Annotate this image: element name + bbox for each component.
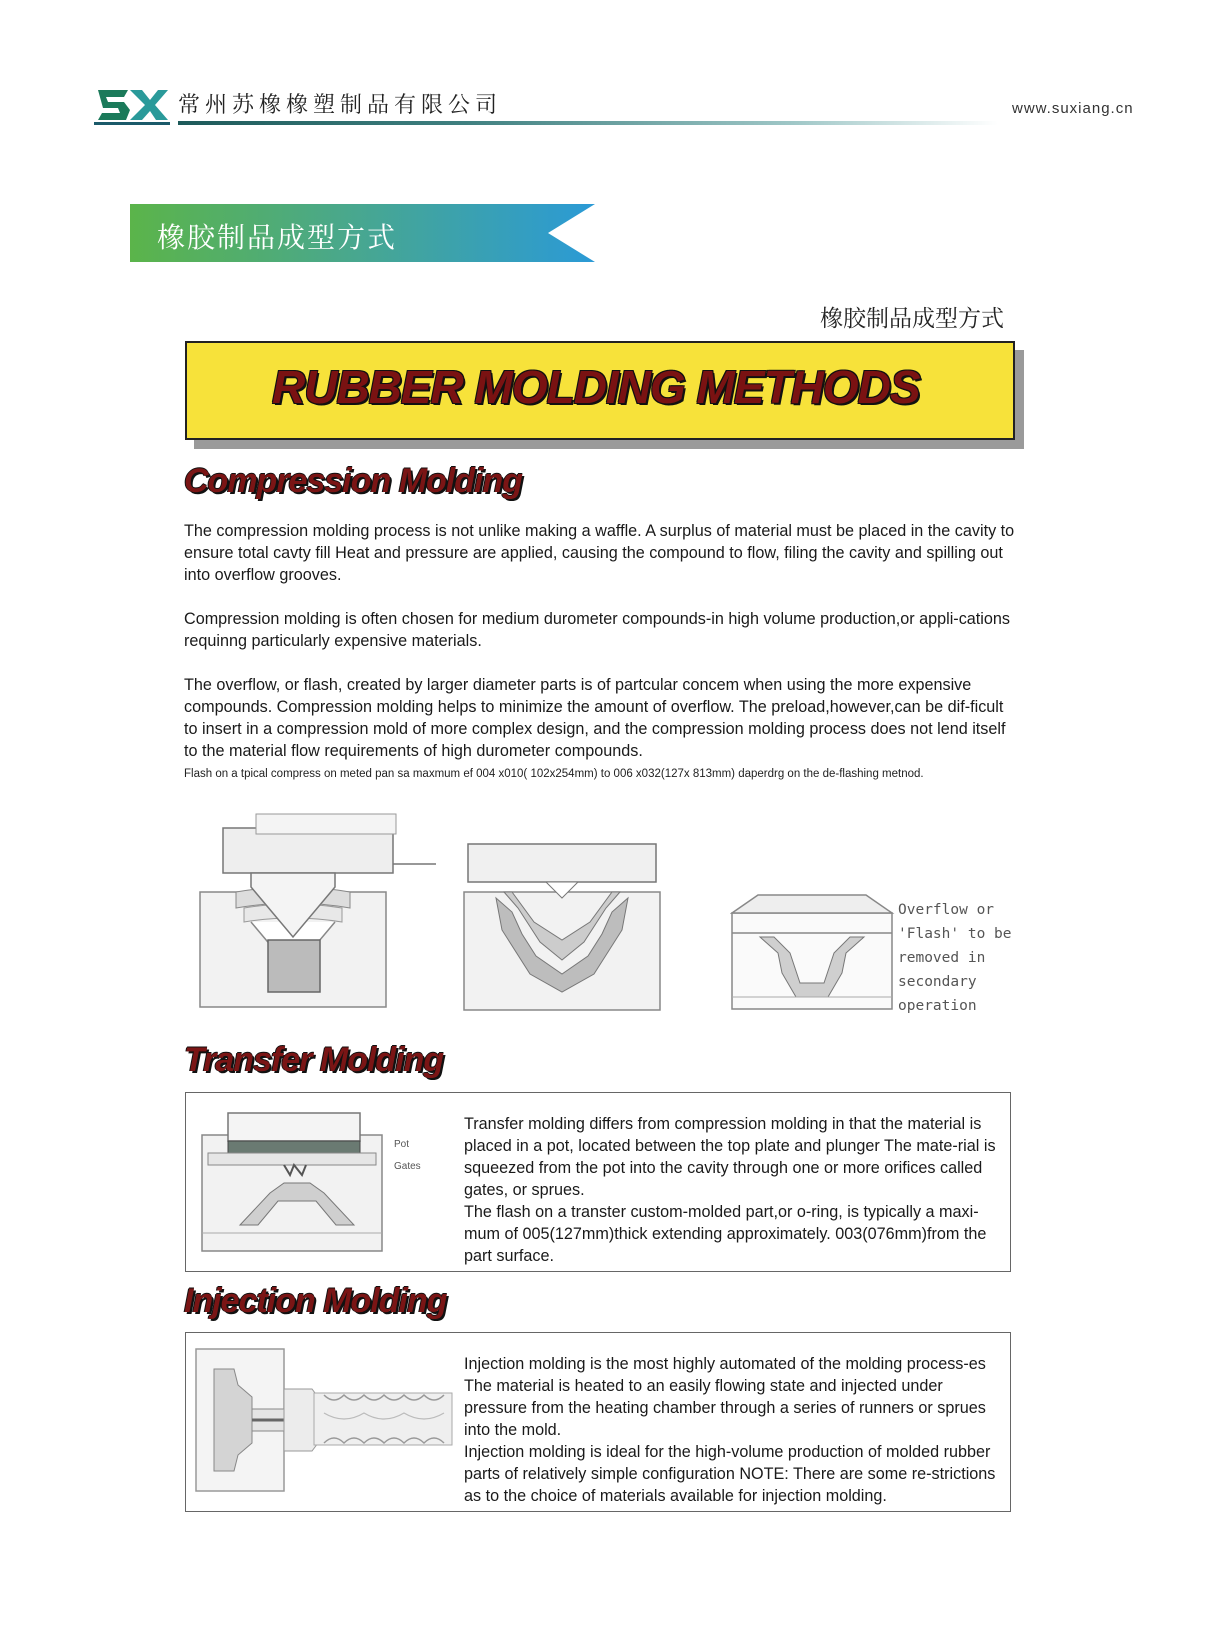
compression-footnote: Flash on a tpical compress on meted pan sa maxmum ef 004 x010( 102x254mm) to 006 x032(127x 813mm) daperdrg on the de-flashing metnod. <box>184 768 924 780</box>
transfer-diagram <box>200 1105 396 1253</box>
transfer-heading: Transfer Molding <box>184 1041 444 1079</box>
overflow-label <box>898 898 1018 1018</box>
overflow-label-line: removed in <box>898 950 986 966</box>
overflow-label-line: operation <box>898 998 977 1014</box>
injection-para-2: Injection molding is ideal for the high-volume production of molded rubber parts of relatively simple configuration NOTE: There are some re-strictions as to the choice of materials available for injection molding. <box>464 1443 996 1505</box>
transfer-para-1: Transfer molding differs from compression molding in that the material is placed in a pot, located between the top plate and plunger The mate-rial is squeezed from the pot into the cavity through one or more orifices called gates, or sprues. <box>464 1115 996 1199</box>
compression-diagram-2 <box>462 842 662 1014</box>
website-url[interactable]: www.suxiang.cn <box>1012 100 1134 117</box>
company-logo <box>94 84 170 126</box>
compression-para-2: Compression molding is often chosen for medium durometer compounds-in high volume production,or appli-cations requinng particularly expensive materials. <box>184 610 1010 650</box>
injection-para-1: Injection molding is the most highly automated of the molding process-es The material is heated to an easily flowing state and injected under pressure from the heating chamber through a series of runners or sprues into the mold. <box>464 1355 986 1439</box>
injection-heading: Injection Molding <box>184 1282 447 1320</box>
compression-para-1: The compression molding process is not unlike making a waffle. A surplus of material must be placed in the cavity to ensure total cavty fill Heat and pressure are applied, causing the compound to flow, filing the cavity and spilling out into overflow grooves. <box>184 522 1015 584</box>
transfer-para-2: The flash on a transter custom-molded part,or o-ring, is typically a maxi-mum of 005(127mm)thick extending approximately. 003(076mm)from the part surface. <box>464 1203 987 1265</box>
compression-heading: Compression Molding <box>184 462 522 500</box>
overflow-label-line: 'Flash' to be <box>898 926 1012 942</box>
header-divider <box>178 121 998 125</box>
title-box <box>185 341 1015 440</box>
transfer-box <box>185 1092 1011 1272</box>
compression-para-3: The overflow, or flash, created by larger diameter parts is of partcular concem when using the more expensive compounds. Compression molding helps to minimize the amount of overflow. The preload,however,can be dif-ficult to insert in a compression mold of more complex design, and the compression molding process does not lend itself to the material flow requirements of high durometer compounds. <box>184 676 1006 760</box>
page-title: RUBBER MOLDING METHODS <box>272 361 920 413</box>
compression-diagram-1 <box>196 812 441 1010</box>
transfer-text <box>464 1113 1004 1267</box>
compression-diagram-3 <box>730 893 895 1011</box>
overflow-label-line: Overflow or <box>898 902 995 918</box>
injection-text <box>464 1353 1004 1507</box>
pot-label: Pot <box>394 1139 410 1150</box>
banner-title: 橡胶制品成型方式 <box>157 222 398 253</box>
overflow-label-line: secondary <box>898 974 977 990</box>
injection-box <box>185 1332 1011 1512</box>
gates-label: Gates <box>394 1161 421 1172</box>
subtitle-chinese: 橡胶制品成型方式 <box>820 305 1004 331</box>
company-name: 常州苏橡橡塑制品有限公司 <box>178 93 503 118</box>
injection-diagram <box>194 1345 456 1495</box>
section-banner <box>130 204 595 262</box>
